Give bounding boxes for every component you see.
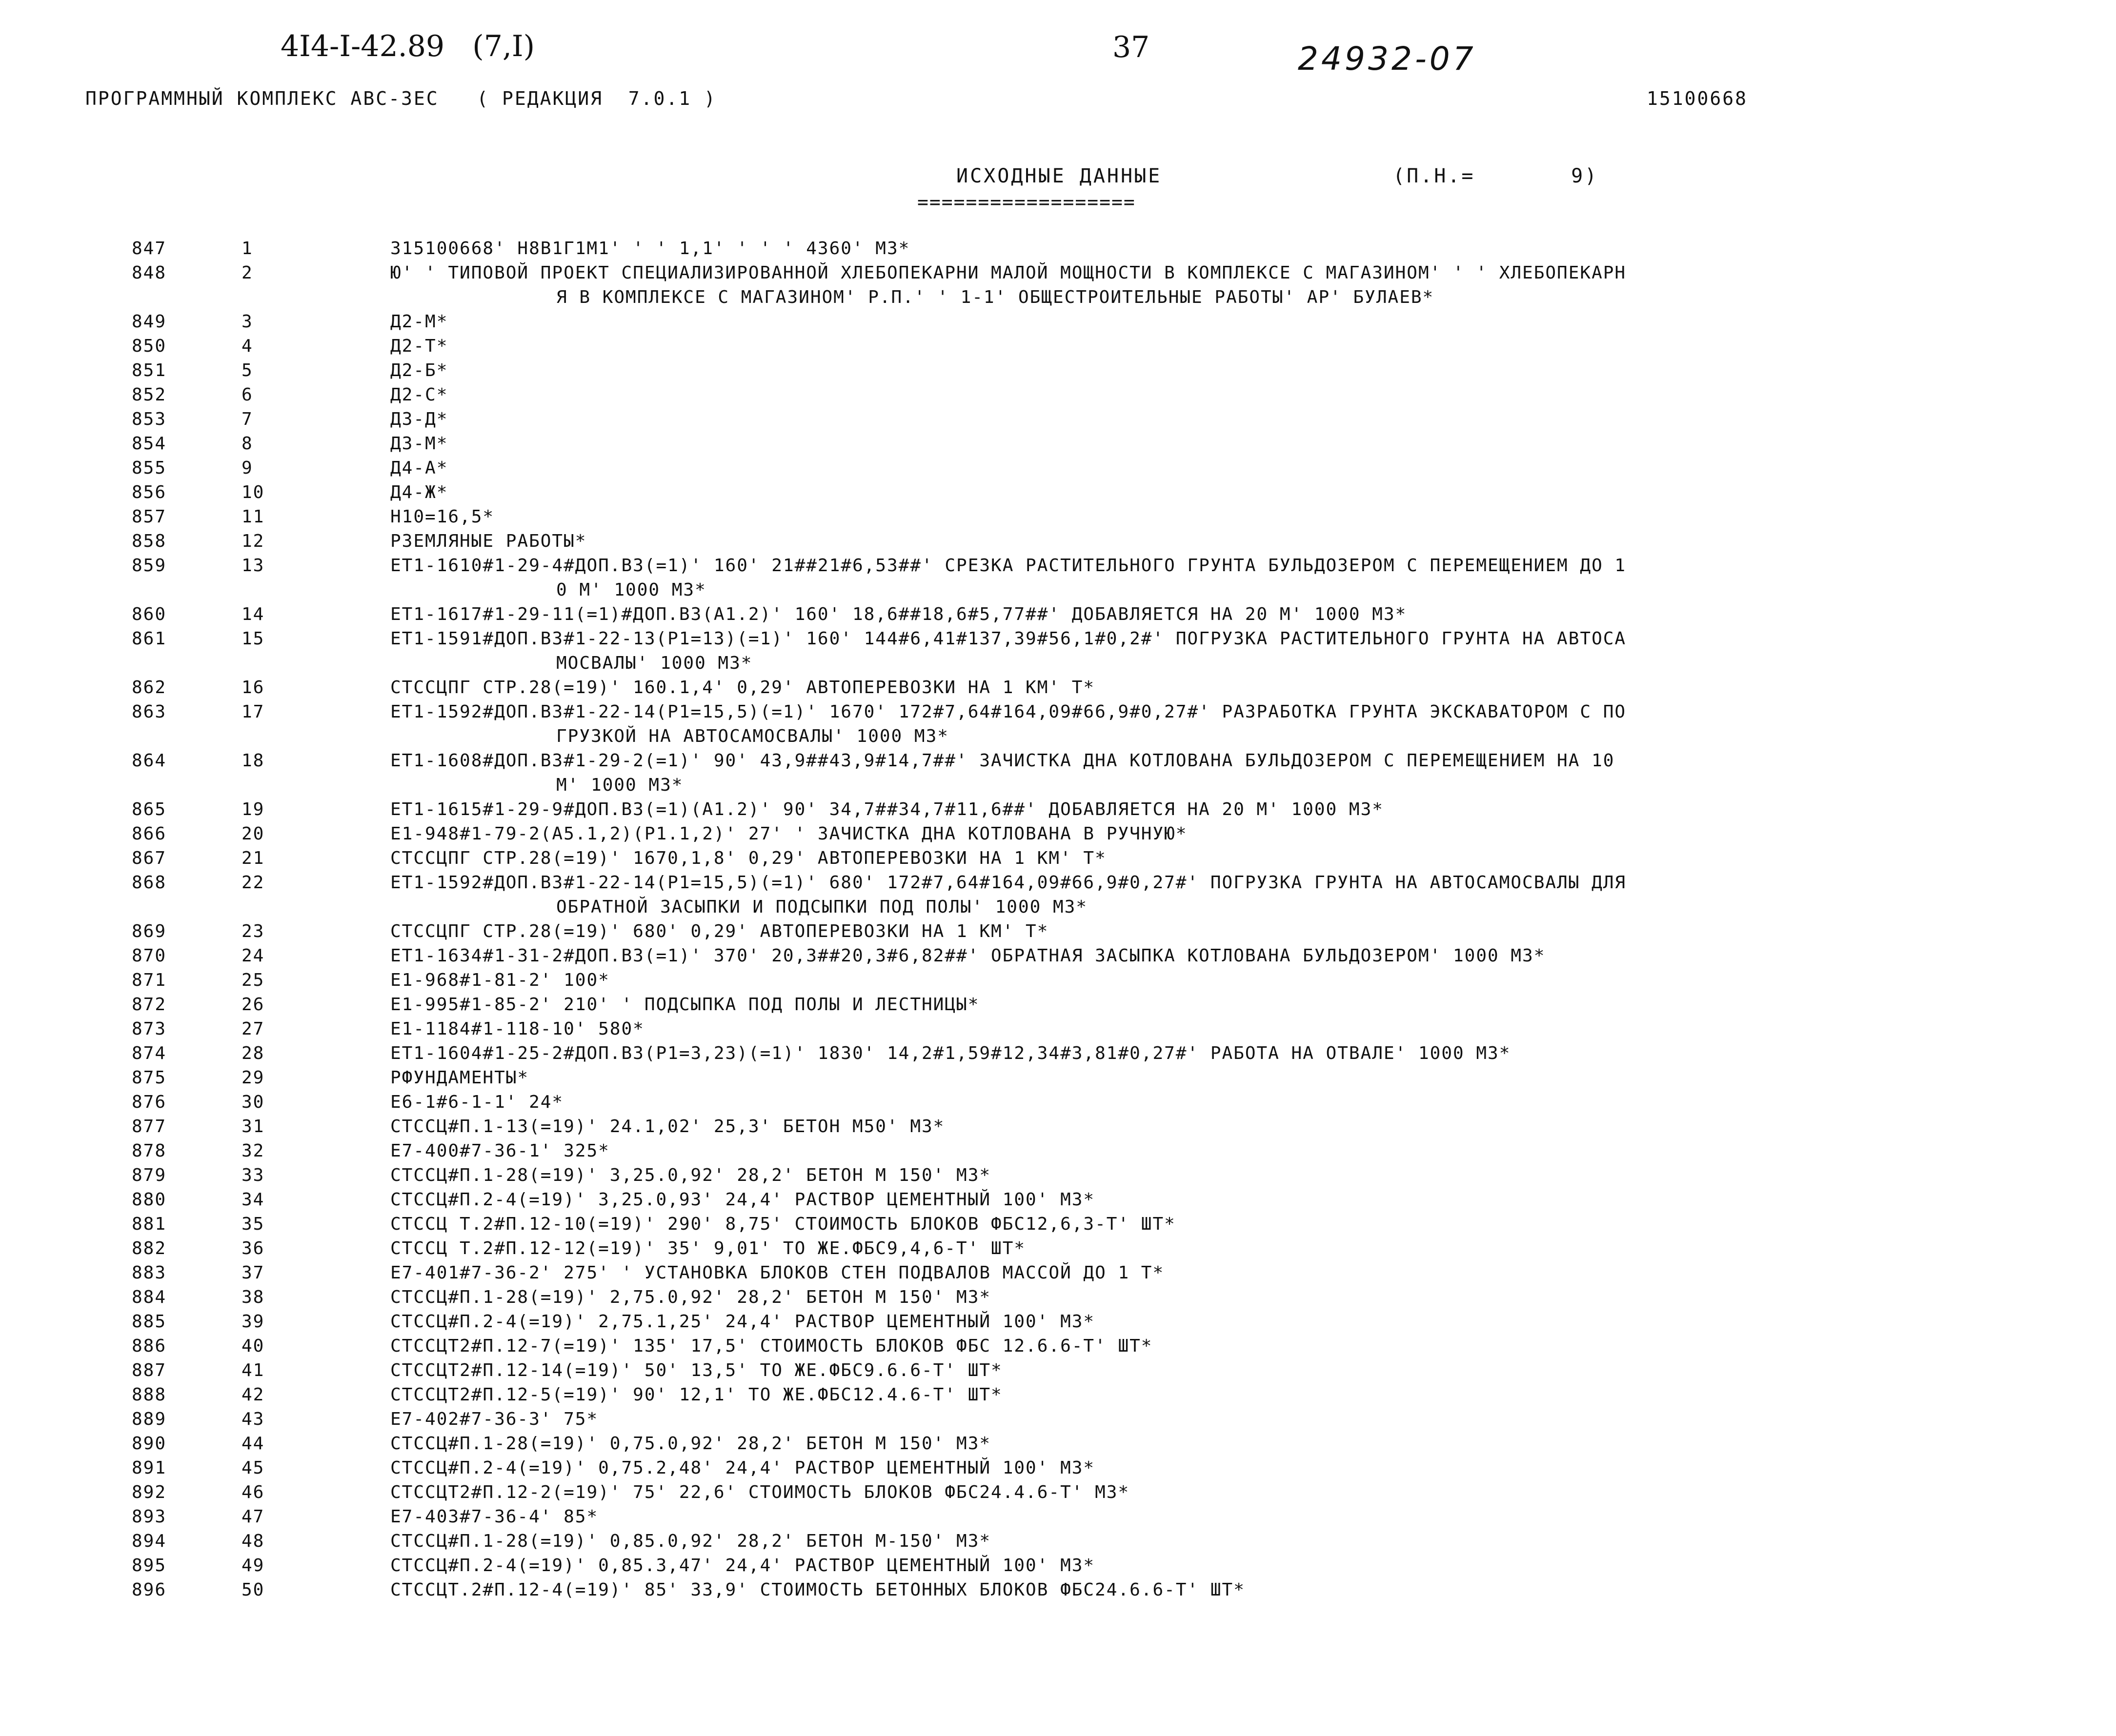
line-number: 851: [132, 360, 167, 380]
line-number: 866: [132, 824, 167, 844]
statement-line: СТССЦТ2#П.12-14(=19)' 50' 13,5' ТО ЖЕ.ФБС9.6.6-Т' ШТ*: [390, 1360, 1003, 1380]
statement-number: 27: [242, 1019, 265, 1039]
line-number: 868: [132, 873, 167, 893]
statement-number: 43: [242, 1409, 265, 1429]
statement-text: [390, 261, 1991, 310]
listing-row: [0, 1237, 2116, 1261]
listing-row: [0, 480, 2116, 505]
document-id: 4I4-I-42.89 (7,I): [281, 29, 535, 63]
statement-text: [390, 1115, 1991, 1139]
line-number: 885: [132, 1312, 167, 1332]
statement-line: СТССЦ#П.1-28(=19)' 0,85.0,92' 28,2' БЕТОН М-150' М3*: [390, 1531, 991, 1551]
listing-row: [0, 1285, 2116, 1310]
statement-text: [390, 1554, 1991, 1578]
statement-line: ЕТ1-1592#ДОП.В3#1-22-14(Р1=15,5)(=1)' 1670' 172#7,64#164,09#66,9#0,27#' РАЗРАБОТКА ГРУНТА ЭКСКАВАТОРОМ С ПО: [390, 702, 1627, 722]
listing-row: [0, 993, 2116, 1017]
line-number: 877: [132, 1117, 167, 1137]
line-number: 854: [132, 434, 167, 454]
listing-rows: [0, 237, 2116, 1602]
statement-text: [390, 1237, 1991, 1261]
statement-line: Ю' ' ТИПОВОЙ ПРОЕКТ СПЕЦИАЛИЗИРОВАННОЙ ХЛЕБОПЕКАРНИ МАЛОЙ МОЩНОСТИ В КОМПЛЕКСЕ С МАГАЗИНОМ' ' ' ХЛЕБОПЕКАРН: [390, 263, 1627, 283]
statement-text: [390, 432, 1991, 456]
statement-line: Е7-401#7-36-2' 275' ' УСТАНОВКА БЛОКОВ СТЕН ПОДВАЛОВ МАССОЙ ДО 1 Т*: [390, 1263, 1165, 1283]
statement-text: [390, 1041, 1991, 1066]
listing-row: [0, 1480, 2116, 1505]
statement-text: [390, 1578, 1991, 1602]
statement-text: [390, 529, 1991, 554]
statement-text: [390, 602, 1991, 627]
listing-row: [0, 1139, 2116, 1163]
statement-number: 29: [242, 1068, 265, 1088]
statement-line: Д3-Д*: [390, 409, 448, 429]
statement-number: 40: [242, 1336, 265, 1356]
statement-text: [390, 1310, 1991, 1334]
statement-line: СТССЦ#П.2-4(=19)' 0,75.2,48' 24,4' РАСТВОР ЦЕМЕНТНЫЙ 100' М3*: [390, 1458, 1095, 1478]
statement-number: 12: [242, 531, 265, 551]
statement-line: РЗЕМЛЯНЫЕ РАБОТЫ*: [390, 531, 587, 551]
statement-number: 28: [242, 1043, 265, 1063]
statement-text: [390, 505, 1991, 529]
statement-line: СТССЦТ.2#П.12-4(=19)' 85' 33,9' СТОИМОСТЬ БЕТОННЫХ БЛОКОВ ФБС24.6.6-Т' ШТ*: [390, 1580, 1245, 1600]
statement-line: 315100668' Н8В1Г1М1' ' ' 1,1' ' ' ' 4360' М3*: [390, 239, 910, 259]
listing-row: [0, 1212, 2116, 1237]
line-number: 882: [132, 1238, 167, 1258]
line-number: 893: [132, 1507, 167, 1527]
listing-row: [0, 1041, 2116, 1066]
document-code: 15100668: [1647, 88, 1748, 109]
listing-row: [0, 1383, 2116, 1407]
listing-row: [0, 1358, 2116, 1383]
statement-line: ЕТ1-1591#ДОП.В3#1-22-13(Р1=13)(=1)' 160' 144#6,41#137,39#56,1#0,2#' ПОГРУЗКА РАСТИТЕЛЬНОГО ГРУНТА НА АВТОСА: [390, 629, 1627, 649]
line-number: 883: [132, 1263, 167, 1283]
statement-number: 3: [242, 312, 253, 332]
listing-row: [0, 1188, 2116, 1212]
line-number: 872: [132, 995, 167, 1015]
statement-number: 2: [242, 263, 253, 283]
listing-row: [0, 1334, 2116, 1358]
line-number: 876: [132, 1092, 167, 1112]
statement-line: РФУНДАМЕНТЫ*: [390, 1068, 529, 1088]
listing-row: [0, 871, 2116, 919]
statement-text: [390, 1407, 1991, 1432]
line-number: 887: [132, 1360, 167, 1380]
handwritten-number: 24932-07: [1298, 40, 1476, 78]
statement-line: Н10=16,5*: [390, 507, 495, 527]
statement-text: [390, 1017, 1991, 1041]
listing-row: [0, 846, 2116, 871]
statement-line: СТССЦ#П.2-4(=19)' 3,25.0,93' 24,4' РАСТВОР ЦЕМЕНТНЫЙ 100' М3*: [390, 1190, 1095, 1210]
statement-number: 45: [242, 1458, 265, 1478]
line-number: 879: [132, 1165, 167, 1185]
statement-line: Д2-Б*: [390, 360, 448, 380]
statement-line: ЕТ1-1592#ДОП.В3#1-22-14(Р1=15,5)(=1)' 680' 172#7,64#164,09#66,9#0,27#' ПОГРУЗКА ГРУНТА НА АВТОСАМОСВАЛЫ ДЛЯ: [390, 873, 1627, 893]
listing-row: [0, 1066, 2116, 1090]
statement-line: Е7-400#7-36-1' 325*: [390, 1141, 610, 1161]
statement-text: [390, 944, 1991, 968]
statement-number: 38: [242, 1287, 265, 1307]
listing-row: [0, 602, 2116, 627]
statement-number: 25: [242, 970, 265, 990]
statement-line: СТССЦПГ СТР.28(=19)' 160.1,4' 0,29' АВТОПЕРЕВОЗКИ НА 1 КМ' Т*: [390, 678, 1095, 698]
listing-row: [0, 456, 2116, 480]
statement-number: 5: [242, 360, 253, 380]
line-number: 874: [132, 1043, 167, 1063]
statement-text: [390, 1163, 1991, 1188]
statement-text: [390, 456, 1991, 480]
listing-row: [0, 700, 2116, 749]
statement-text: [390, 1480, 1991, 1505]
line-number: 858: [132, 531, 167, 551]
statement-number: 4: [242, 336, 253, 356]
statement-line: СТССЦ#П.1-28(=19)' 3,25.0,92' 28,2' БЕТОН М 150' М3*: [390, 1165, 991, 1185]
statement-number: 18: [242, 751, 265, 771]
statement-line: Д4-А*: [390, 458, 448, 478]
statement-continuation: 0 М' 1000 М3*: [556, 580, 706, 600]
line-number: 864: [132, 751, 167, 771]
line-number: 880: [132, 1190, 167, 1210]
statement-line: ЕТ1-1610#1-29-4#ДОП.В3(=1)' 160' 21##21#6,53##' СРЕЗКА РАСТИТЕЛЬНОГО ГРУНТА БУЛЬДОЗЕРОМ С ПЕРЕМЕЩЕНИЕМ ДО 1: [390, 556, 1627, 576]
listing-row: [0, 383, 2116, 407]
statement-number: 32: [242, 1141, 265, 1161]
statement-number: 22: [242, 873, 265, 893]
statement-line: ЕТ1-1608#ДОП.В3#1-29-2(=1)' 90' 43,9##43,9#14,7##' ЗАЧИСТКА ДНА КОТЛОВАНА БУЛЬДОЗЕРОМ С ПЕРЕМЕЩЕНИЕМ НА 10: [390, 751, 1615, 771]
statement-text: [390, 993, 1991, 1017]
statement-line: Д3-М*: [390, 434, 448, 454]
statement-number: 6: [242, 385, 253, 405]
statement-text: [390, 1529, 1991, 1554]
statement-text: [390, 968, 1991, 993]
statement-text: [390, 1066, 1991, 1090]
listing-row: [0, 310, 2116, 334]
line-number: 896: [132, 1580, 167, 1600]
statement-text: [390, 237, 1991, 261]
statement-line: ЕТ1-1604#1-25-2#ДОП.В3(Р1=3,23)(=1)' 1830' 14,2#1,59#12,34#3,81#0,27#' РАБОТА НА ОТВАЛЕ' 1000 М3*: [390, 1043, 1511, 1063]
line-number: 859: [132, 556, 167, 576]
statement-text: [390, 1505, 1991, 1529]
statement-text: [390, 919, 1991, 944]
statement-continuation: ГРУЗКОЙ НА АВТОСАМОСВАЛЫ' 1000 М3*: [556, 726, 949, 746]
statement-line: ЕТ1-1615#1-29-9#ДОП.В3(=1)(А1.2)' 90' 34,7##34,7#11,6##' ДОБАВЛЯЕТСЯ НА 20 М' 1000 М3*: [390, 799, 1384, 819]
statement-text: [390, 383, 1991, 407]
statement-number: 7: [242, 409, 253, 429]
listing-row: [0, 407, 2116, 432]
statement-number: 17: [242, 702, 265, 722]
statement-text: [390, 334, 1991, 359]
statement-number: 30: [242, 1092, 265, 1112]
listing-row: [0, 676, 2116, 700]
line-number: 861: [132, 629, 167, 649]
listing-row: [0, 749, 2116, 798]
statement-continuation: МОСВАЛЫ' 1000 М3*: [556, 653, 753, 673]
statement-line: СТССЦТ2#П.12-5(=19)' 90' 12,1' ТО ЖЕ.ФБС12.4.6-Т' ШТ*: [390, 1385, 1003, 1405]
statement-number: 31: [242, 1117, 265, 1137]
listing-row: [0, 919, 2116, 944]
statement-number: 34: [242, 1190, 265, 1210]
statement-continuation: М' 1000 М3*: [556, 775, 684, 795]
listing-row: [0, 1310, 2116, 1334]
line-number: 894: [132, 1531, 167, 1551]
statement-text: [390, 554, 1991, 602]
statement-number: 44: [242, 1434, 265, 1454]
line-number: 860: [132, 604, 167, 624]
statement-continuation: Я В КОМПЛЕКСЕ С МАГАЗИНОМ' Р.П.' ' 1-1' ОБЩЕСТРОИТЕЛЬНЫЕ РАБОТЫ' АР' БУЛАЕВ*: [556, 287, 1434, 307]
statement-number: 39: [242, 1312, 265, 1332]
statement-number: 16: [242, 678, 265, 698]
listing-row: [0, 1261, 2116, 1285]
pn-label: (П.Н.= 9): [1393, 165, 1599, 187]
line-number: 881: [132, 1214, 167, 1234]
statement-text: [390, 407, 1991, 432]
listing-row: [0, 554, 2116, 602]
statement-number: 14: [242, 604, 265, 624]
statement-number: 35: [242, 1214, 265, 1234]
line-number: 895: [132, 1556, 167, 1576]
line-number: 857: [132, 507, 167, 527]
line-number: 848: [132, 263, 167, 283]
statement-number: 1: [242, 239, 253, 259]
line-number: 886: [132, 1336, 167, 1356]
statement-text: [390, 822, 1991, 846]
statement-text: [390, 1432, 1991, 1456]
statement-text: [390, 700, 1991, 749]
statement-line: СТССЦ#П.1-28(=19)' 2,75.0,92' 28,2' БЕТОН М 150' М3*: [390, 1287, 991, 1307]
statement-text: [390, 1456, 1991, 1480]
line-number: 888: [132, 1385, 167, 1405]
line-number: 867: [132, 848, 167, 868]
statement-number: 15: [242, 629, 265, 649]
statement-line: СТССЦТ2#П.12-7(=19)' 135' 17,5' СТОИМОСТЬ БЛОКОВ ФБС 12.6.6-Т' ШТ*: [390, 1336, 1153, 1356]
statement-line: Е6-1#6-1-1' 24*: [390, 1092, 564, 1112]
statement-text: [390, 480, 1991, 505]
program-title: ПРОГРАММНЫЙ КОМПЛЕКС АВС-3ЕС ( РЕДАКЦИЯ 7.0.1 ): [85, 88, 717, 109]
statement-number: 36: [242, 1238, 265, 1258]
statement-line: СТССЦ Т.2#П.12-10(=19)' 290' 8,75' СТОИМОСТЬ БЛОКОВ ФБС12,6,3-Т' ШТ*: [390, 1214, 1176, 1234]
statement-text: [390, 749, 1991, 798]
statement-line: ЕТ1-1617#1-29-11(=1)#ДОП.В3(А1.2)' 160' 18,6##18,6#5,77##' ДОБАВЛЯЕТСЯ НА 20 М' 1000 М3*: [390, 604, 1407, 624]
statement-number: 46: [242, 1482, 265, 1502]
statement-number: 8: [242, 434, 253, 454]
statement-text: [390, 846, 1991, 871]
listing-row: [0, 968, 2116, 993]
statement-continuation: ОБРАТНОЙ ЗАСЫПКИ И ПОДСЫПКИ ПОД ПОЛЫ' 1000 М3*: [556, 897, 1088, 917]
line-number: 892: [132, 1482, 167, 1502]
listing-row: [0, 1554, 2116, 1578]
line-number: 878: [132, 1141, 167, 1161]
statement-number: 13: [242, 556, 265, 576]
statement-text: [390, 1358, 1991, 1383]
statement-line: СТССЦ#П.2-4(=19)' 2,75.1,25' 24,4' РАСТВОР ЦЕМЕНТНЫЙ 100' М3*: [390, 1312, 1095, 1332]
listing-row: [0, 1456, 2116, 1480]
statement-text: [390, 310, 1991, 334]
statement-line: СТССЦТ2#П.12-2(=19)' 75' 22,6' СТОИМОСТЬ БЛОКОВ ФБС24.4.6-Т' М3*: [390, 1482, 1130, 1502]
statement-line: Д2-М*: [390, 312, 448, 332]
statement-line: СТССЦПГ СТР.28(=19)' 1670,1,8' 0,29' АВТОПЕРЕВОЗКИ НА 1 КМ' Т*: [390, 848, 1107, 868]
statement-number: 47: [242, 1507, 265, 1527]
line-number: 856: [132, 482, 167, 502]
listing-row: [0, 1017, 2116, 1041]
statement-line: СТССЦ#П.1-28(=19)' 0,75.0,92' 28,2' БЕТОН М 150' М3*: [390, 1434, 991, 1454]
statement-line: Д2-С*: [390, 385, 448, 405]
statement-number: 24: [242, 946, 265, 966]
line-number: 889: [132, 1409, 167, 1429]
statement-number: 49: [242, 1556, 265, 1576]
statement-line: Е1-1184#1-118-10' 580*: [390, 1019, 645, 1039]
statement-number: 20: [242, 824, 265, 844]
line-number: 884: [132, 1287, 167, 1307]
statement-line: Е7-402#7-36-3' 75*: [390, 1409, 599, 1429]
statement-number: 23: [242, 921, 265, 941]
listing-row: [0, 529, 2116, 554]
page-number: 37: [1112, 30, 1150, 64]
listing-row: [0, 1505, 2116, 1529]
line-number: 891: [132, 1458, 167, 1478]
listing-row: [0, 627, 2116, 676]
statement-number: 19: [242, 799, 265, 819]
line-number: 855: [132, 458, 167, 478]
statement-number: 42: [242, 1385, 265, 1405]
listing-row: [0, 822, 2116, 846]
statement-text: [390, 1139, 1991, 1163]
statement-line: СТССЦ Т.2#П.12-12(=19)' 35' 9,01' ТО ЖЕ.ФБС9,4,6-Т' ШТ*: [390, 1238, 1026, 1258]
statement-text: [390, 798, 1991, 822]
statement-line: ЕТ1-1634#1-31-2#ДОП.В3(=1)' 370' 20,3##20,3#6,82##' ОБРАТНАЯ ЗАСЫПКА КОТЛОВАНА БУЛЬДОЗЕРОМ' 1000 М3*: [390, 946, 1546, 966]
line-number: 875: [132, 1068, 167, 1088]
line-number: 849: [132, 312, 167, 332]
line-number: 870: [132, 946, 167, 966]
line-number: 871: [132, 970, 167, 990]
statement-number: 9: [242, 458, 253, 478]
statement-text: [390, 359, 1991, 383]
listing-row: [0, 1115, 2116, 1139]
listing-row: [0, 237, 2116, 261]
statement-text: [390, 871, 1991, 919]
listing-row: [0, 505, 2116, 529]
statement-text: [390, 1261, 1991, 1285]
line-number: 852: [132, 385, 167, 405]
statement-text: [390, 1090, 1991, 1115]
listing-row: [0, 1163, 2116, 1188]
listing-row: [0, 1578, 2116, 1602]
statement-line: Е7-403#7-36-4' 85*: [390, 1507, 599, 1527]
statement-number: 33: [242, 1165, 265, 1185]
statement-text: [390, 627, 1991, 676]
statement-line: Е1-948#1-79-2(А5.1,2)(Р1.1,2)' 27' ' ЗАЧИСТКА ДНА КОТЛОВАНА В РУЧНУЮ*: [390, 824, 1188, 844]
statement-number: 50: [242, 1580, 265, 1600]
line-number: 865: [132, 799, 167, 819]
listing-row: [0, 432, 2116, 456]
statement-text: [390, 1383, 1991, 1407]
statement-line: Е1-995#1-85-2' 210' ' ПОДСЫПКА ПОД ПОЛЫ И ЛЕСТНИЦЫ*: [390, 995, 980, 1015]
listing-row: [0, 1407, 2116, 1432]
listing-row: [0, 359, 2116, 383]
statement-number: 26: [242, 995, 265, 1015]
statement-number: 41: [242, 1360, 265, 1380]
statement-text: [390, 676, 1991, 700]
statement-number: 11: [242, 507, 265, 527]
line-number: 873: [132, 1019, 167, 1039]
statement-number: 48: [242, 1531, 265, 1551]
statement-text: [390, 1334, 1991, 1358]
line-number: 850: [132, 336, 167, 356]
listing-row: [0, 798, 2116, 822]
statement-line: СТССЦ#П.1-13(=19)' 24.1,02' 25,3' БЕТОН М50' М3*: [390, 1117, 945, 1137]
statement-number: 21: [242, 848, 265, 868]
listing-row: [0, 1090, 2116, 1115]
listing-row: [0, 944, 2116, 968]
line-number: 890: [132, 1434, 167, 1454]
listing-row: [0, 1529, 2116, 1554]
statement-number: 10: [242, 482, 265, 502]
line-number: 853: [132, 409, 167, 429]
section-title-underline: ==================: [917, 191, 1136, 213]
statement-line: Д4-Ж*: [390, 482, 448, 502]
statement-text: [390, 1188, 1991, 1212]
statement-line: Е1-968#1-81-2' 100*: [390, 970, 610, 990]
listing-row: [0, 261, 2116, 310]
statement-text: [390, 1212, 1991, 1237]
statement-number: 37: [242, 1263, 265, 1283]
statement-line: СТССЦ#П.2-4(=19)' 0,85.3,47' 24,4' РАСТВОР ЦЕМЕНТНЫЙ 100' М3*: [390, 1556, 1095, 1576]
section-title: ИСХОДНЫЕ ДАННЫЕ: [956, 165, 1162, 187]
line-number: 863: [132, 702, 167, 722]
statement-line: Д2-Т*: [390, 336, 448, 356]
line-number: 869: [132, 921, 167, 941]
listing-row: [0, 334, 2116, 359]
line-number: 847: [132, 239, 167, 259]
line-number: 862: [132, 678, 167, 698]
statement-text: [390, 1285, 1991, 1310]
listing-row: [0, 1432, 2116, 1456]
statement-line: СТССЦПГ СТР.28(=19)' 680' 0,29' АВТОПЕРЕВОЗКИ НА 1 КМ' Т*: [390, 921, 1049, 941]
